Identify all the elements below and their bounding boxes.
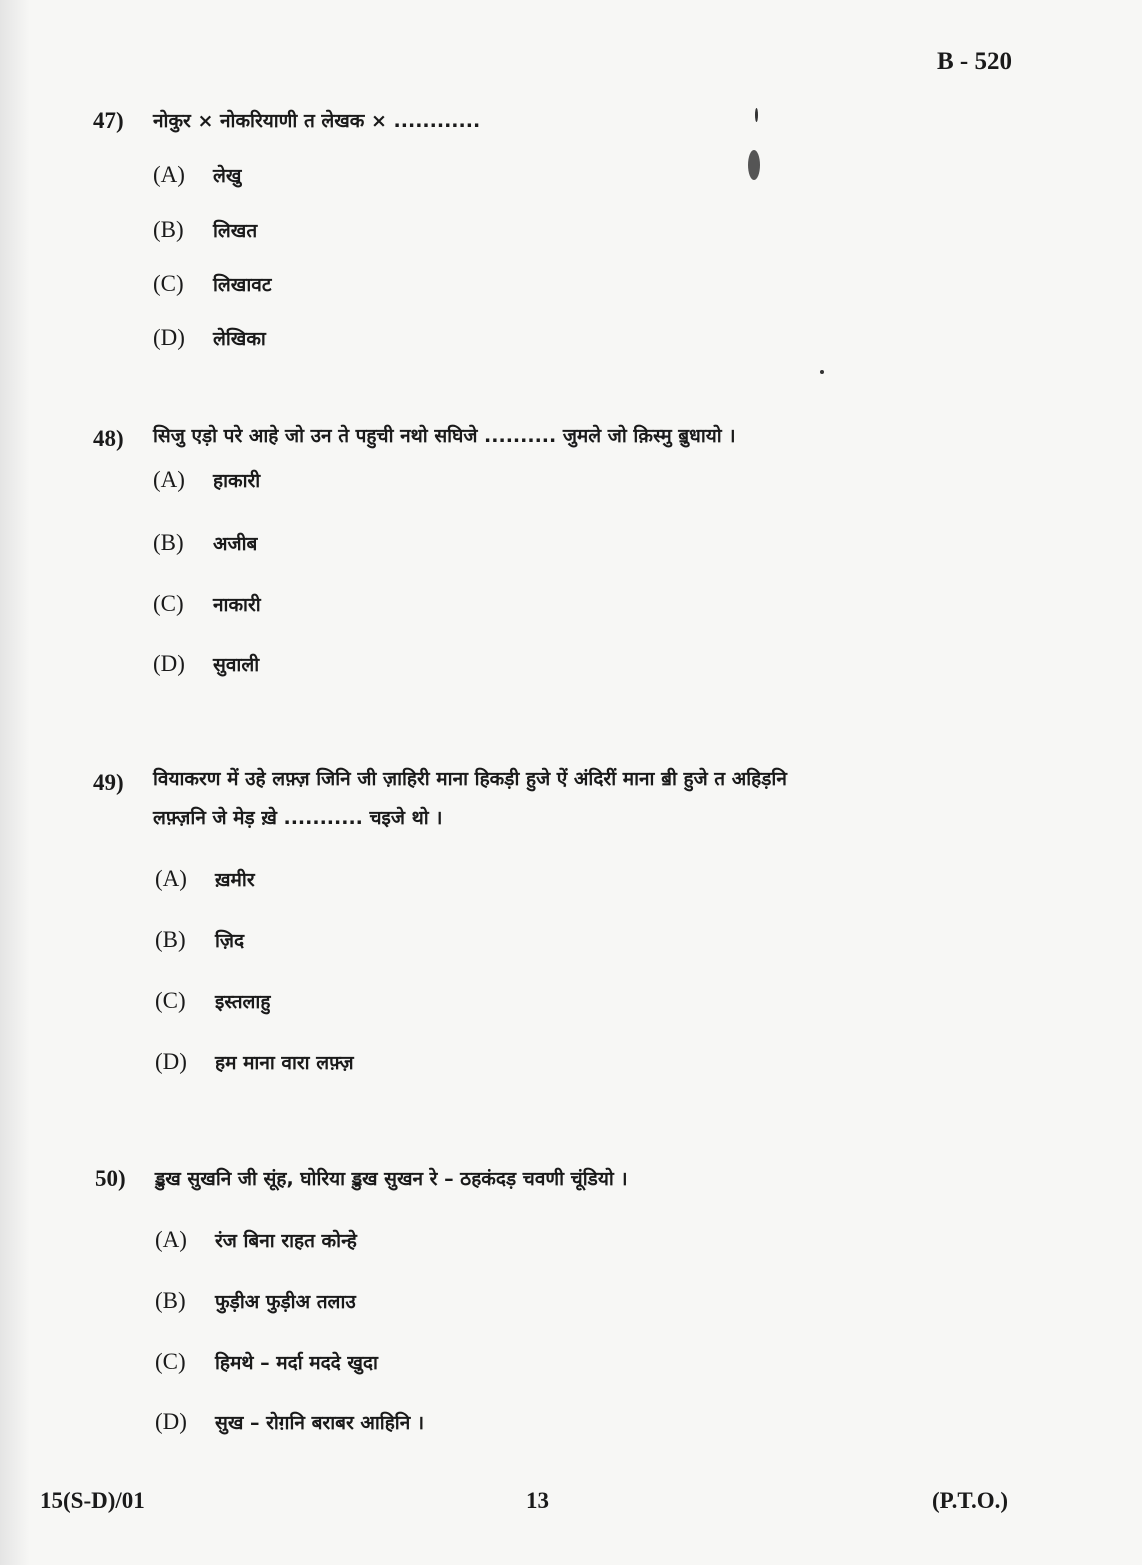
question-47-option-b [153,217,257,243]
option-text: सुवाली [213,654,260,676]
question-47-option-a [153,162,241,188]
option-letter: (B) [155,927,186,952]
option-letter: (A) [155,1227,187,1252]
option-letter: (D) [153,325,185,350]
question-49-option-d [155,1049,354,1075]
option-text: रंज बिना राहत कोन्हे [215,1230,357,1252]
option-letter: (A) [153,162,185,187]
question-50-option-a [155,1227,357,1253]
option-text: इस्तलाहु [215,991,271,1013]
option-text: लेखिका [213,328,266,350]
option-letter: (D) [155,1409,187,1434]
option-letter: (A) [153,467,185,492]
option-letter: (C) [153,271,184,296]
option-text: लिखत [213,220,258,242]
option-letter: (B) [153,530,184,555]
question-48-text: सिजु एड़ो परे आहे जो उन ते पहुची नथो सघिजे .......... जुमले जो क़िस्मु ॿुधायो । [153,425,736,447]
question-49-number: 49) [93,770,124,795]
question-47-option-d [153,325,266,351]
scan-speck [748,150,760,180]
option-text: ज़िद [215,930,245,952]
footer-paper-code: 15(S-D)/01 [40,1488,145,1513]
question-50-text: ॾुख सुखनि जी सूंह, घोरिया ॾुख सुखन रे – ठहकंदड़ चवणी चूंडियो । [155,1168,628,1190]
question-49-text-line1: वियाकरण में उहे लफ़्ज़ जिनि जी ज़ाहिरी माना हिकड़ी हुजे ऐं अंदिरीं माना ॿी हुजे त अहिड़नि [153,768,787,790]
option-letter: (C) [155,1349,186,1374]
option-text: हाकारी [213,470,261,492]
question-49-option-b [155,927,244,953]
question-47-option-c [153,271,271,297]
option-text: हम माना वारा लफ़्ज़ [215,1052,354,1074]
question-48-option-a [153,467,260,493]
option-letter: (C) [153,591,184,616]
option-letter: (D) [155,1049,187,1074]
page-edge-shadow [0,0,30,1565]
question-48-option-c [153,591,261,617]
question-49-text-line2: लफ़्ज़नि जे मेड़ ख़े ........... चइजे थो । [153,807,443,829]
option-letter: (B) [153,217,184,242]
option-text: नाकारी [213,594,261,616]
option-text: लेखु [213,165,242,187]
option-letter: (B) [155,1288,186,1313]
question-50-number: 50) [95,1166,126,1191]
question-50-option-c [155,1349,378,1375]
scan-speck [755,108,758,122]
please-turn-over: (P.T.O.) [932,1488,1009,1513]
scan-speck [820,370,824,374]
question-47-number: 47) [93,108,124,133]
option-text: फुड़ीअ फुड़ीअ तलाउ [215,1291,356,1313]
question-49-option-a [155,866,255,892]
option-letter: (A) [155,866,187,891]
question-50-option-b [155,1288,356,1314]
question-48-option-b [153,530,257,556]
page-number: 13 [526,1488,549,1513]
option-letter: (D) [153,651,185,676]
option-text: ख़मीर [215,869,255,891]
option-text: अजीब [213,533,258,555]
option-letter: (C) [155,988,186,1013]
question-48-option-d [153,651,259,677]
question-48-number: 48) [93,426,124,451]
question-47-text: नोकुर × नोकरियाणी त लेखक × ............ [153,110,481,132]
option-text: सुख – रोग़नि बराबर आहिनि । [215,1412,425,1434]
paper-code: B - 520 [937,48,1012,75]
question-49-option-c [155,988,270,1014]
option-text: लिखावट [213,274,272,296]
question-50-option-d [155,1409,424,1435]
option-text: हिमथे – मर्दा मददे खुदा [215,1352,378,1374]
